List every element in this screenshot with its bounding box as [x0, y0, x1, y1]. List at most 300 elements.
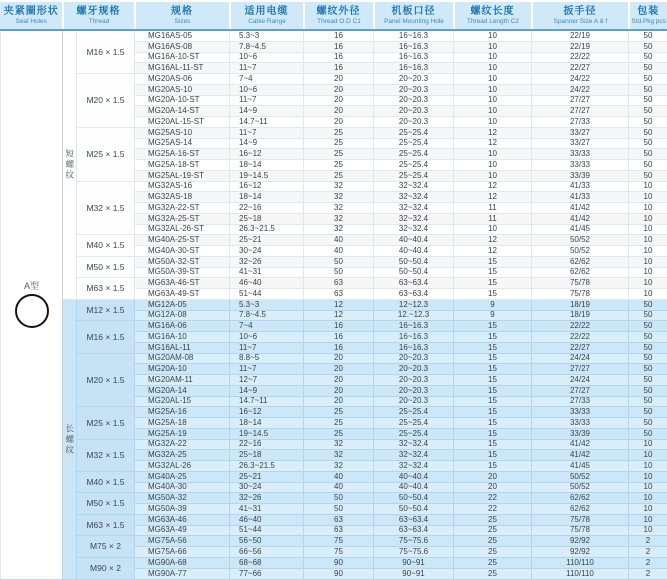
cell-package-qty: 50: [629, 84, 667, 95]
cell-panel-hole: 25~25.4: [374, 407, 454, 418]
cell-thread-od: 50: [304, 504, 374, 515]
thread-spec-cell: M50 × 1.5: [77, 256, 135, 278]
cell-spanner-size: 27/33: [532, 117, 629, 128]
thread-spec-cell: M16 × 1.5: [77, 30, 135, 74]
cell-cable-range: 18~14: [230, 160, 304, 171]
cell-size: MG16A-06: [135, 321, 230, 332]
cell-thread-od: 12: [304, 299, 374, 310]
cell-package-qty: 10: [629, 482, 667, 493]
cell-panel-hole: 12.~12.3: [374, 310, 454, 321]
cell-thread-length: 15: [454, 256, 532, 267]
cell-package-qty: 50: [629, 407, 667, 418]
cell-package-qty: 50: [629, 30, 667, 41]
cell-size: MG20A-10: [135, 364, 230, 375]
cell-thread-od: 20: [304, 364, 374, 375]
cell-spanner-size: 27/33: [532, 396, 629, 407]
cell-package-qty: 50: [629, 52, 667, 63]
cell-panel-hole: 20~20.3: [374, 364, 454, 375]
cell-package-qty: 10: [629, 235, 667, 246]
cell-thread-length: 12: [454, 192, 532, 203]
column-header-zh: 扳手径: [563, 6, 597, 17]
cell-panel-hole: 25~25.4: [374, 160, 454, 171]
cell-size: MG75A-56: [135, 536, 230, 547]
cell-cable-range: 51~44: [230, 289, 304, 300]
cell-package-qty: 50: [629, 418, 667, 429]
cell-cable-range: 7~4: [230, 321, 304, 332]
cell-cable-range: 19~14.5: [230, 170, 304, 181]
cell-thread-length: 10: [454, 95, 532, 106]
column-header-zh: 适用电缆: [244, 6, 289, 17]
cell-panel-hole: 32~32.4: [374, 181, 454, 192]
cell-spanner-size: 75/78: [532, 525, 629, 536]
cell-cable-range: 11~7: [230, 127, 304, 138]
cell-cable-range: 11~7: [230, 63, 304, 74]
thread-spec-cell: M12 × 1.5: [77, 299, 135, 321]
cell-spanner-size: 41/42: [532, 450, 629, 461]
cell-cable-range: 11~7: [230, 95, 304, 106]
cell-package-qty: 10: [629, 471, 667, 482]
cell-panel-hole: 16~16.3: [374, 63, 454, 74]
cell-size: MG32AS-16: [135, 181, 230, 192]
table-row: [1, 439, 667, 450]
cell-panel-hole: 90~91: [374, 557, 454, 568]
cell-thread-length: 15: [454, 321, 532, 332]
cell-thread-od: 32: [304, 213, 374, 224]
cell-thread-length: 22: [454, 493, 532, 504]
cell-thread-od: 32: [304, 181, 374, 192]
cell-panel-hole: 32~32.4: [374, 224, 454, 235]
cell-package-qty: 10: [629, 450, 667, 461]
cell-thread-length: 10: [454, 160, 532, 171]
cell-size: MG63A-46: [135, 514, 230, 525]
cell-size: MG25AL-19-ST: [135, 170, 230, 181]
cell-thread-length: 25: [454, 536, 532, 547]
cell-panel-hole: 20~20.3: [374, 385, 454, 396]
cell-cable-range: 7.8~4.5: [230, 310, 304, 321]
cell-thread-length: 10: [454, 84, 532, 95]
cell-package-qty: 50: [629, 375, 667, 386]
cell-spanner-size: 18/19: [532, 299, 629, 310]
cell-cable-range: 51~44: [230, 525, 304, 536]
cell-thread-od: 25: [304, 407, 374, 418]
cell-thread-od: 50: [304, 493, 374, 504]
thread-spec-cell: M63 × 1.5: [77, 514, 135, 536]
cell-package-qty: 50: [629, 299, 667, 310]
cell-cable-range: 16~12: [230, 407, 304, 418]
cell-thread-od: 16: [304, 321, 374, 332]
cell-size: MG25A-16-ST: [135, 149, 230, 160]
cell-panel-hole: 90~91: [374, 568, 454, 579]
thread-spec-cell: M32 × 1.5: [77, 439, 135, 471]
cell-package-qty: 50: [629, 74, 667, 85]
cell-thread-od: 32: [304, 439, 374, 450]
cell-size: MG50A-39-ST: [135, 267, 230, 278]
cell-thread-length: 25: [454, 514, 532, 525]
cell-size: MG20AS-10: [135, 84, 230, 95]
cell-size: MG25A-18: [135, 418, 230, 429]
cell-spanner-size: 50/52: [532, 482, 629, 493]
cell-spanner-size: 50/52: [532, 471, 629, 482]
cell-package-qty: 10: [629, 504, 667, 515]
cell-size: MG32A-22-ST: [135, 203, 230, 214]
table-row: [1, 299, 667, 310]
table-row: [1, 353, 667, 364]
column-header-en: Std.Pkg pcs: [631, 18, 666, 25]
cell-thread-length: 15: [454, 428, 532, 439]
cell-panel-hole: 25~25.4: [374, 418, 454, 429]
cell-cable-range: 18~14: [230, 418, 304, 429]
cell-size: MG50A-32-ST: [135, 256, 230, 267]
cell-cable-range: 46~40: [230, 514, 304, 525]
cell-size: MG25A-19: [135, 428, 230, 439]
thread-spec-cell: M40 × 1.5: [77, 471, 135, 493]
cell-panel-hole: 32~32.4: [374, 450, 454, 461]
cell-cable-range: 14~9: [230, 106, 304, 117]
cell-spanner-size: 75/78: [532, 289, 629, 300]
table-row: [1, 407, 667, 418]
cell-thread-length: 25: [454, 557, 532, 568]
cell-spanner-size: 62/62: [532, 504, 629, 515]
table-row: [1, 181, 667, 192]
header-row: [1, 1, 667, 30]
cell-spanner-size: 22/19: [532, 30, 629, 41]
cell-thread-length: 15: [454, 439, 532, 450]
cell-cable-range: 10~6: [230, 84, 304, 95]
cell-thread-od: 50: [304, 256, 374, 267]
cell-spanner-size: 18/19: [532, 310, 629, 321]
cell-size: MG32A-22: [135, 439, 230, 450]
cell-thread-length: 15: [454, 364, 532, 375]
cell-spanner-size: 33/39: [532, 170, 629, 181]
column-header-thread-od: [304, 1, 374, 30]
thread-type-label: 短螺纹: [64, 149, 75, 181]
cell-package-qty: 50: [629, 138, 667, 149]
cell-thread-od: 16: [304, 52, 374, 63]
cell-thread-length: 15: [454, 450, 532, 461]
cell-thread-od: 90: [304, 568, 374, 579]
cell-thread-length: 10: [454, 149, 532, 160]
cell-thread-length: 15: [454, 278, 532, 289]
column-header-zh: 螺纹长度: [470, 6, 515, 17]
cell-spanner-size: 24/24: [532, 375, 629, 386]
cell-package-qty: 2: [629, 536, 667, 547]
cell-size: MG40A-30: [135, 482, 230, 493]
table-row: [1, 74, 667, 85]
cell-package-qty: 50: [629, 127, 667, 138]
thread-spec-cell: M20 × 1.5: [77, 353, 135, 407]
cell-thread-length: 15: [454, 267, 532, 278]
cell-panel-hole: 16~16.3: [374, 52, 454, 63]
cell-panel-hole: 20~20.3: [374, 117, 454, 128]
cell-package-qty: 2: [629, 557, 667, 568]
cell-spanner-size: 50/52: [532, 235, 629, 246]
column-header-en: Panel Mounting Hole: [383, 18, 444, 25]
table-row: [1, 321, 667, 332]
thread-spec-cell: M40 × 1.5: [77, 235, 135, 257]
cell-thread-length: 15: [454, 407, 532, 418]
cell-package-qty: 50: [629, 117, 667, 128]
cell-spanner-size: 41/42: [532, 213, 629, 224]
cell-spanner-size: 92/92: [532, 547, 629, 558]
cell-size: MG32A-25-ST: [135, 213, 230, 224]
cell-package-qty: 10: [629, 514, 667, 525]
cell-cable-range: 12~7: [230, 375, 304, 386]
cell-package-qty: 10: [629, 267, 667, 278]
cell-panel-hole: 20~20.3: [374, 84, 454, 95]
cell-thread-length: 15: [454, 396, 532, 407]
cell-thread-od: 16: [304, 342, 374, 353]
cell-size: MG32AL-26: [135, 461, 230, 472]
cell-panel-hole: 25~25.4: [374, 170, 454, 181]
cell-package-qty: 50: [629, 428, 667, 439]
table-row: [1, 127, 667, 138]
cell-spanner-size: 41/45: [532, 224, 629, 235]
cell-package-qty: 50: [629, 106, 667, 117]
cell-spanner-size: 22/22: [532, 52, 629, 63]
column-header-en: Seal Holes: [15, 18, 47, 25]
cell-cable-range: 30~24: [230, 482, 304, 493]
cell-package-qty: 50: [629, 63, 667, 74]
column-header-zh: 机板口径: [391, 6, 436, 17]
cell-thread-length: 11: [454, 203, 532, 214]
cell-panel-hole: 63~63.4: [374, 525, 454, 536]
table-row: [1, 514, 667, 525]
cell-spanner-size: 33/33: [532, 407, 629, 418]
table-row: [1, 235, 667, 246]
cell-thread-od: 16: [304, 30, 374, 41]
cell-thread-od: 25: [304, 418, 374, 429]
thread-spec-cell: M20 × 1.5: [77, 74, 135, 128]
cell-thread-od: 25: [304, 428, 374, 439]
cell-thread-od: 16: [304, 41, 374, 52]
cell-size: MG25A-16: [135, 407, 230, 418]
cell-panel-hole: 63~63.4: [374, 289, 454, 300]
cell-thread-length: 10: [454, 74, 532, 85]
cell-package-qty: 50: [629, 95, 667, 106]
cell-thread-length: 15: [454, 353, 532, 364]
cell-cable-range: 32~26: [230, 493, 304, 504]
cell-thread-od: 20: [304, 117, 374, 128]
cell-size: MG20AL-15-ST: [135, 117, 230, 128]
thread-spec-cell: M50 × 1.5: [77, 493, 135, 515]
cell-size: MG16AL-11: [135, 342, 230, 353]
table-row: [1, 557, 667, 568]
thread-spec-cell: M90 × 2: [77, 557, 135, 579]
cell-panel-hole: 32~32.4: [374, 192, 454, 203]
cell-cable-range: 25~18: [230, 450, 304, 461]
cell-panel-hole: 40~40.4: [374, 235, 454, 246]
cell-thread-od: 20: [304, 74, 374, 85]
cell-thread-od: 20: [304, 95, 374, 106]
cell-cable-range: 10~6: [230, 52, 304, 63]
table-row: [1, 278, 667, 289]
cell-cable-range: 14.7~11: [230, 117, 304, 128]
cell-spanner-size: 24/22: [532, 74, 629, 85]
cell-size: MG20AS-06: [135, 74, 230, 85]
cell-size: MG20A-14-ST: [135, 106, 230, 117]
cell-spanner-size: 33/27: [532, 138, 629, 149]
cell-spanner-size: 62/62: [532, 267, 629, 278]
cell-thread-od: 32: [304, 224, 374, 235]
thread-type-band: [63, 30, 77, 299]
column-header-package: [629, 1, 667, 30]
cell-package-qty: 10: [629, 461, 667, 472]
column-header-thread: [63, 1, 135, 30]
cell-thread-length: 9: [454, 299, 532, 310]
cell-size: MG20AM-08: [135, 353, 230, 364]
seal-type-label: A型: [23, 281, 39, 291]
cell-spanner-size: 41/42: [532, 439, 629, 450]
cell-spanner-size: 41/42: [532, 203, 629, 214]
cell-cable-range: 18~14: [230, 192, 304, 203]
cell-package-qty: 10: [629, 181, 667, 192]
cell-panel-hole: 20~20.3: [374, 396, 454, 407]
cell-size: MG40A-30-ST: [135, 246, 230, 257]
cell-package-qty: 50: [629, 170, 667, 181]
cell-thread-od: 40: [304, 246, 374, 257]
cell-panel-hole: 50~50.4: [374, 256, 454, 267]
column-header-zh: 螺纹外径: [316, 6, 361, 17]
cell-thread-od: 63: [304, 514, 374, 525]
cell-package-qty: 2: [629, 568, 667, 579]
cell-size: MG90A-68: [135, 557, 230, 568]
column-header-en: Sizes: [174, 18, 190, 25]
cell-thread-od: 20: [304, 84, 374, 95]
cell-thread-od: 20: [304, 353, 374, 364]
cell-panel-hole: 25~25.4: [374, 138, 454, 149]
cell-thread-od: 63: [304, 289, 374, 300]
cell-thread-od: 20: [304, 375, 374, 386]
cell-thread-od: 90: [304, 557, 374, 568]
cell-panel-hole: 16~16.3: [374, 41, 454, 52]
cell-thread-length: 22: [454, 504, 532, 515]
cell-size: MG50A-39: [135, 504, 230, 515]
cell-size: MG63A-46-ST: [135, 278, 230, 289]
cell-thread-od: 20: [304, 385, 374, 396]
cell-thread-length: 12: [454, 138, 532, 149]
cell-package-qty: 10: [629, 493, 667, 504]
cell-panel-hole: 16~16.3: [374, 321, 454, 332]
cell-cable-range: 11~7: [230, 342, 304, 353]
cell-cable-range: 30~24: [230, 246, 304, 257]
cell-thread-length: 20: [454, 482, 532, 493]
cell-thread-length: 15: [454, 375, 532, 386]
table-row: [1, 493, 667, 504]
cell-package-qty: 50: [629, 321, 667, 332]
cell-panel-hole: 40~40.4: [374, 482, 454, 493]
cell-size: MG20A-10-ST: [135, 95, 230, 106]
cell-thread-length: 15: [454, 461, 532, 472]
cell-cable-range: 25~21: [230, 471, 304, 482]
cell-package-qty: 50: [629, 396, 667, 407]
cell-panel-hole: 50~50.4: [374, 267, 454, 278]
column-header-zh: 螺牙规格: [76, 6, 121, 17]
table-row: [1, 30, 667, 41]
cell-cable-range: 22~16: [230, 203, 304, 214]
cell-package-qty: 10: [629, 256, 667, 267]
cell-thread-length: 9: [454, 310, 532, 321]
cell-thread-length: 25: [454, 525, 532, 536]
cell-panel-hole: 32~32.4: [374, 439, 454, 450]
cell-thread-length: 10: [454, 170, 532, 181]
cell-size: MG25AS-14: [135, 138, 230, 149]
cell-thread-length: 10: [454, 52, 532, 63]
cell-panel-hole: 40~40.4: [374, 246, 454, 257]
cell-cable-range: 11~7: [230, 364, 304, 375]
cell-cable-range: 14.7~11: [230, 396, 304, 407]
cell-package-qty: 10: [629, 203, 667, 214]
cell-size: MG90A-77: [135, 568, 230, 579]
cell-panel-hole: 63~63.4: [374, 278, 454, 289]
cell-thread-od: 32: [304, 192, 374, 203]
cell-spanner-size: 24/22: [532, 84, 629, 95]
column-header-en: Thread O.D C1: [316, 18, 361, 25]
cell-package-qty: 50: [629, 149, 667, 160]
cell-size: MG20AM-11: [135, 375, 230, 386]
cell-thread-od: 20: [304, 106, 374, 117]
cell-spanner-size: 75/78: [532, 514, 629, 525]
cell-cable-range: 25~21: [230, 235, 304, 246]
cell-package-qty: 10: [629, 213, 667, 224]
cell-panel-hole: 16~16.3: [374, 30, 454, 41]
cell-thread-od: 75: [304, 536, 374, 547]
cell-cable-range: 68~68: [230, 557, 304, 568]
cell-panel-hole: 20~20.3: [374, 74, 454, 85]
cell-spanner-size: 41/45: [532, 461, 629, 472]
cell-thread-length: 10: [454, 41, 532, 52]
cell-spanner-size: 22/19: [532, 41, 629, 52]
cell-spanner-size: 27/27: [532, 95, 629, 106]
cell-thread-length: 15: [454, 332, 532, 343]
cell-spanner-size: 22/27: [532, 342, 629, 353]
cell-thread-od: 63: [304, 278, 374, 289]
cell-package-qty: 50: [629, 385, 667, 396]
column-header-en: Thread Length C2: [466, 18, 519, 25]
cell-size: MG20AL-15: [135, 396, 230, 407]
cell-thread-od: 25: [304, 127, 374, 138]
cell-size: MG20A-14: [135, 385, 230, 396]
seal-holes-cell: [1, 30, 63, 580]
cell-thread-od: 12: [304, 310, 374, 321]
cell-panel-hole: 75~75.6: [374, 536, 454, 547]
cell-spanner-size: 50/52: [532, 246, 629, 257]
cell-thread-length: 10: [454, 117, 532, 128]
cell-panel-hole: 32~32.4: [374, 213, 454, 224]
cell-package-qty: 10: [629, 246, 667, 257]
cell-panel-hole: 20~20.3: [374, 95, 454, 106]
cell-thread-od: 25: [304, 138, 374, 149]
cell-cable-range: 56~50: [230, 536, 304, 547]
cell-panel-hole: 16~16.3: [374, 342, 454, 353]
thread-spec-cell: M16 × 1.5: [77, 321, 135, 353]
cell-spanner-size: 27/27: [532, 385, 629, 396]
cell-package-qty: 10: [629, 224, 667, 235]
cell-spanner-size: 33/27: [532, 127, 629, 138]
cell-thread-od: 40: [304, 471, 374, 482]
cell-size: MG16AS-05: [135, 30, 230, 41]
cell-panel-hole: 32~32.4: [374, 461, 454, 472]
cell-panel-hole: 25~25.4: [374, 149, 454, 160]
cell-size: MG16A-10: [135, 332, 230, 343]
table-row: [1, 471, 667, 482]
cell-cable-range: 5.3~3: [230, 299, 304, 310]
cell-spanner-size: 22/22: [532, 332, 629, 343]
thread-spec-cell: M25 × 1.5: [77, 407, 135, 439]
column-header-zh: 包装: [637, 6, 660, 17]
cell-panel-hole: 25~25.4: [374, 428, 454, 439]
column-header-panel-hole: [374, 1, 454, 30]
cell-thread-od: 32: [304, 461, 374, 472]
